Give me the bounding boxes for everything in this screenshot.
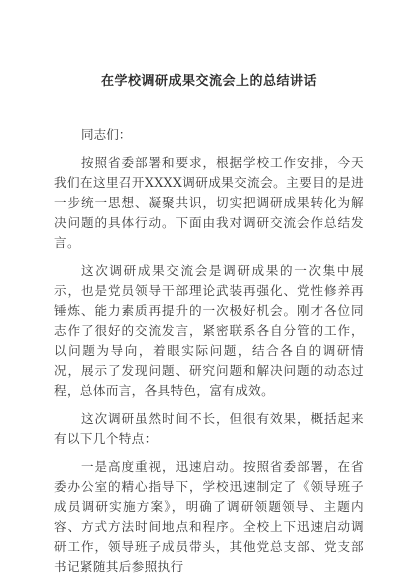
paragraph-3: 这次调研虽然时间不长，但很有效果，概括起来有以下几个特点： bbox=[54, 411, 364, 446]
salutation: 同志们： bbox=[81, 127, 132, 142]
document-title: 在学校调研成果交流会上的总结讲话 bbox=[100, 74, 317, 89]
paragraph-1: 按照省委部署和要求，根据学校工作安排，今天我们在这里召开XXXX调研成果交流会。主要目的是进一步统一思想、凝聚共识，切实把调研成果转化为解决问题的具体行动。下面由我对调研交流会作总结发言。 bbox=[54, 155, 364, 250]
paragraph-2: 这次调研成果交流会是调研成果的一次集中展示，也是党员领导干部理论武装再强化、党性修养再锤炼、能力素质再提升的一次极好机会。刚才各位同志作了很好的交流发言，紧密联系各自分管的工作，以问题为导向，着眼实际问题，结合各自的调研情况，展示了发现问题、研究问题和解决问题的动态过程，总体而言，各具特色，富有成效。 bbox=[54, 263, 364, 398]
paragraph-4: 一是高度重视，迅速启动。按照省委部署，在省委办公室的精心指导下，学校迅速制定了《领导班子成员调研实施方案》，明确了调研领题领导、主题内容、方式方法时间地点和程序。全校上下迅速启动调研工作，领导班子成员带头，其他党总支部、党支部书记紧随其后参照执行 bbox=[54, 459, 364, 574]
